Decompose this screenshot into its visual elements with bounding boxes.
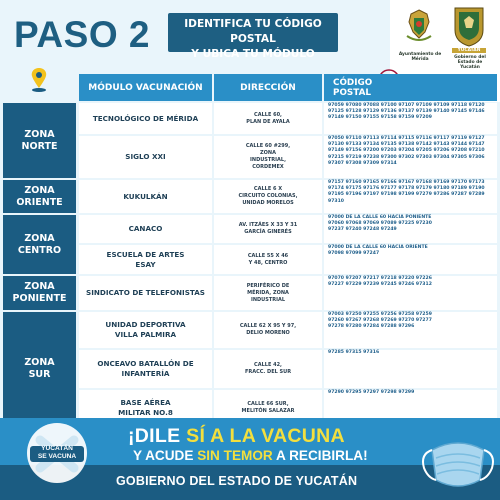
address-line: Y 48, CENTRO [248, 259, 288, 266]
zone-centro [3, 215, 76, 274]
government-line: GOBIERNO DEL ESTADO DE YUCATÁN [116, 474, 358, 488]
address-line: PERIFÉRICO DE [246, 282, 290, 289]
module-name: CANACO [128, 224, 163, 233]
postal-line: 97237 97240 97248 97249 [328, 227, 397, 233]
postal-line: 97059 97080 97088 97100 97107 97109 97109 97118 97120 [328, 103, 485, 108]
address-line: CALLE 60, [254, 111, 282, 118]
column-header-module: MÓDULO VACUNACIÓN [79, 74, 212, 101]
module-cell [79, 103, 212, 134]
postal-line: 97050 97110 97113 97114 97115 97116 97117 97119 97127 [328, 136, 485, 141]
zone-name: CENTRO [17, 244, 62, 256]
zone-label: ZONA [24, 184, 55, 196]
module-name: ONCEAVO BATALLÓN DE [97, 359, 194, 368]
address-line: PLAN DE AYALA [246, 118, 290, 125]
postal-cell [324, 312, 497, 348]
postal-line: 97260 97267 97268 97269 97270 97277 [328, 318, 432, 324]
column-header-postal [324, 74, 497, 101]
address-line: CALLE 55 X 46 [247, 252, 289, 259]
address-line: AV. ITZÁES X 33 Y 31 [238, 222, 298, 228]
postal-line: 97000 DE LA CALLE 60 HACIA ORIENTE [328, 245, 428, 250]
module-name: UNIDAD DEPORTIVA [105, 320, 186, 329]
postal-cell [324, 136, 497, 178]
postal-line: 97227 97229 97239 97245 97246 97312 [328, 282, 432, 288]
yucatan-caption-line-2: Estado de Yucatán [457, 60, 483, 70]
address-cell [214, 350, 322, 388]
instruction-line-1: IDENTIFICA TU CÓDIGO POSTAL [184, 18, 322, 45]
address-line: CORDEMEX [252, 164, 284, 170]
postal-line: 97307 97308 97309 97314 [328, 160, 397, 166]
address-line: UNIDAD MORELOS [242, 200, 294, 206]
zone-label: ZONA [24, 232, 55, 244]
postal-line: 97149 97156 97200 97203 97204 97205 97206 97208 97210 [328, 148, 485, 154]
module-cell [79, 136, 212, 178]
address-line: GARCÍA GINERÉS [244, 229, 292, 235]
zone-label: ZONA [24, 281, 55, 292]
module-name: ESAY [135, 259, 156, 269]
address-cell [214, 103, 322, 134]
postal-line: 97130 97133 97134 97135 97138 97142 97143 97144 97147 [328, 142, 485, 148]
postal-line: 97290 97295 97297 97298 97299 [328, 390, 415, 395]
slogan-prefix: ¡DILE [128, 425, 187, 447]
zone-name: PONIENTE [12, 293, 67, 304]
module-name: SINDICATO DE TELEFONISTAS [86, 288, 205, 297]
module-name: TECNOLÓGICO DE MÉRIDA [92, 113, 199, 123]
instruction-box [168, 13, 338, 60]
postal-line: 97149 97150 97155 97158 97159 97209 [328, 115, 432, 121]
address-line: CALLE 66 SUR, [247, 401, 289, 407]
module-cell [79, 215, 212, 243]
address-line: CIRCUITO COLONIAS, [238, 193, 298, 199]
address-line: INDUSTRIAL [250, 296, 286, 303]
column-header-address: DIRECCIÓN [214, 74, 322, 101]
yucatan-caption-line-1: Gobierno del [454, 55, 486, 60]
address-line: CALLE 6 X [253, 186, 283, 192]
address-cell [214, 245, 322, 274]
instruction-line-2: Y UBICA TU MÓDULO [191, 48, 315, 60]
postal-line: 97278 97280 97284 97288 97296 [328, 324, 415, 330]
postal-header-line-2: POSTAL [333, 87, 371, 98]
module-name: KUKULKÁN [123, 191, 168, 201]
postal-line: 97000 DE LA CALLE 60 HACIA PONIENTE [328, 215, 432, 220]
address-line: CALLE 42, [254, 362, 282, 368]
postal-line: 97310 [328, 198, 344, 204]
slogan-line-1 [128, 425, 345, 448]
postal-line: 97060 97068 97069 97089 97225 97230 [328, 221, 432, 227]
location-pin-icon [30, 67, 48, 92]
address-cell [214, 136, 322, 178]
postal-line: 97125 97128 97129 97136 97137 97139 97140 97145 97146 [328, 109, 485, 115]
zone-oriente [3, 180, 76, 213]
zone-sur [3, 312, 76, 426]
module-name: VILLA PALMIRA [114, 330, 177, 339]
address-line: MÉRIDA, ZONA [247, 289, 289, 296]
address-cell [214, 276, 322, 310]
address-line: DELIO MORENO [246, 330, 290, 336]
module-name: SIGLO XXI [125, 152, 166, 161]
module-cell [79, 245, 212, 274]
postal-cell [324, 215, 497, 243]
address-line: CALLE 62 X 95 Y 97, [239, 323, 297, 329]
slogan-prefix: Y ACUDE [133, 448, 198, 463]
zone-poniente [3, 276, 76, 310]
zone-name: ORIENTE [16, 196, 63, 208]
slogan-highlight: SÍ A LA VACUNA [186, 425, 345, 447]
address-line: ZONA [260, 150, 276, 156]
merida-caption: Ayuntamiento de Mérida [398, 52, 442, 62]
face-mask-icon [418, 428, 498, 498]
postal-cell [324, 103, 497, 134]
postal-line: 97215 97219 97238 97300 97302 97303 97304 97305 97306 [328, 154, 485, 160]
badge-line-2: SE VACUNA [37, 452, 77, 460]
zone-norte [3, 103, 76, 178]
postal-line: 97098 97099 97247 [328, 251, 380, 257]
address-line: CALLE 60 #299, [245, 143, 291, 149]
module-name: ESCUELA DE ARTES [106, 249, 185, 259]
module-name: BASE AÉREA [120, 398, 171, 407]
postal-cell [324, 245, 497, 274]
address-cell [214, 215, 322, 243]
module-cell [79, 180, 212, 213]
slogan-highlight: SIN TEMOR [197, 448, 273, 463]
module-cell [79, 312, 212, 348]
zone-name: NORTE [21, 140, 58, 152]
zone-label: ZONA [24, 128, 55, 140]
postal-cell [324, 180, 497, 213]
merida-seal-icon [403, 8, 435, 48]
postal-cell [324, 276, 497, 310]
postal-cell [324, 350, 497, 388]
yucatan-banner: YUCATÁN [452, 48, 486, 53]
postal-line: 97285 97315 97316 [328, 350, 380, 355]
slogan-line-2 [133, 448, 368, 463]
module-cell [79, 276, 212, 310]
postal-line: 97195 97196 97197 97198 97199 97279 97286 97287 97289 [328, 192, 485, 198]
module-name: MILITAR NO.8 [118, 408, 173, 417]
module-cell [79, 350, 212, 388]
address-line: MELITÓN SALAZAR [241, 408, 295, 414]
postal-line: 97003 97250 97255 97256 97258 97259 [328, 312, 432, 317]
postal-line: 97174 97175 97176 97177 97178 97179 97180 97189 97190 [328, 186, 485, 192]
postal-line: 97157 97160 97165 97166 97167 97168 97169 97170 97173 [328, 180, 485, 185]
step-title: PASO 2 [14, 14, 150, 55]
address-line: FRACC. DEL SUR [244, 369, 292, 375]
zone-name: SUR [28, 369, 51, 380]
badge-line-1: YUCATÁN [41, 445, 73, 452]
address-cell [214, 312, 322, 348]
postal-line: 97070 97207 97217 97218 97220 97226 [328, 276, 432, 281]
slogan-suffix: A RECIBIRLA! [272, 448, 368, 463]
module-name: INFANTERÍA [121, 369, 170, 378]
yucatan-shield-icon [452, 6, 486, 48]
postal-header-line-1: CÓDIGO [333, 77, 373, 88]
address-line: INDUSTRIAL, [250, 157, 286, 163]
zone-label: ZONA [24, 357, 55, 368]
badge-text [30, 445, 84, 460]
address-cell [214, 180, 322, 213]
